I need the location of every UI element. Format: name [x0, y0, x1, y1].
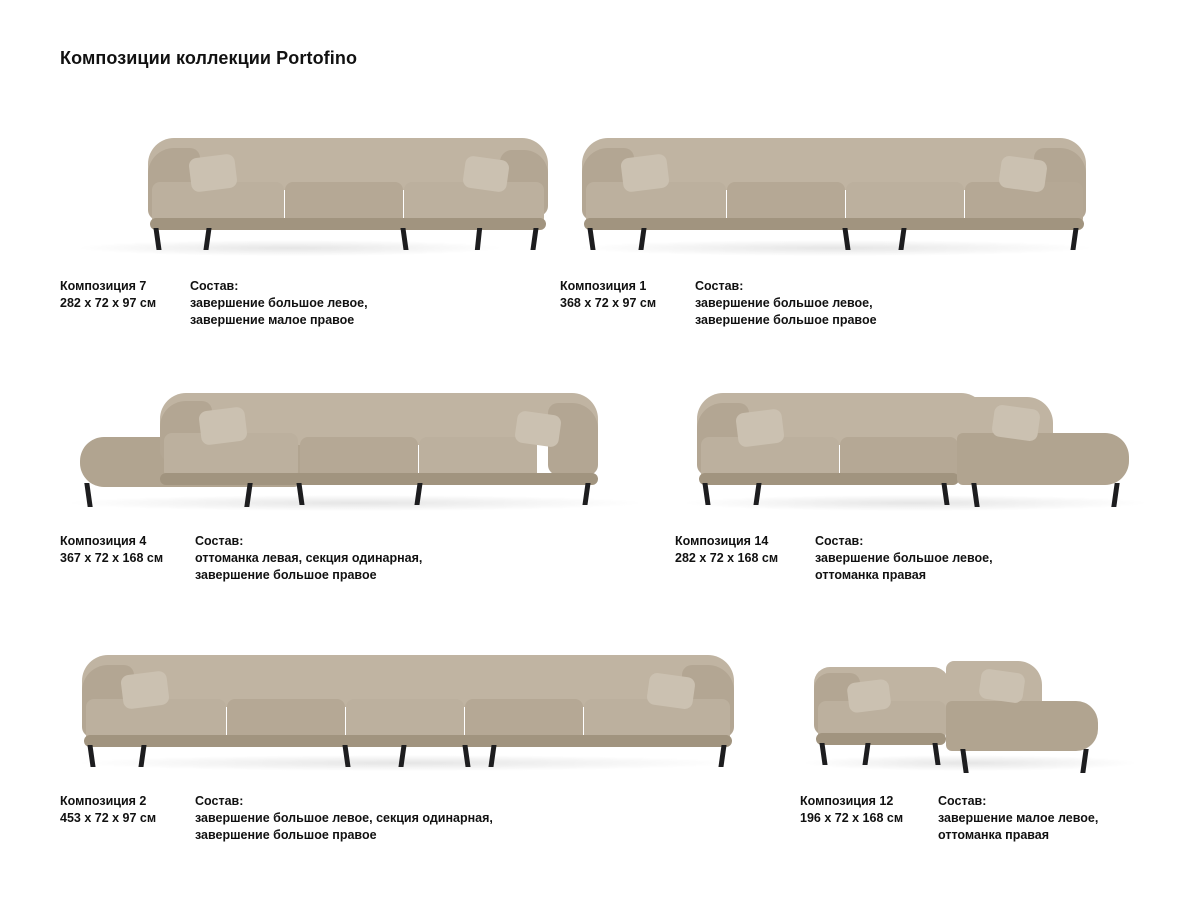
composition-dimensions-5: 196 x 72 x 168 см [800, 811, 904, 825]
composition-sostav-label-5: Состав: [938, 794, 987, 808]
composition-sostav-line-4-0: завершение большое левое, секция одинарная, [195, 811, 493, 825]
composition-sostav-label-3: Состав: [815, 534, 864, 548]
composition-sostav-label-2: Состав: [195, 534, 244, 548]
composition-sostav-line-3-1: оттоманка правая [815, 568, 927, 582]
page-title: Композиции коллекции Portofino [60, 48, 358, 68]
composition-caption-2 [60, 533, 620, 584]
composition-caption-0 [60, 278, 560, 329]
composition-name-0: Композиция 7 [60, 279, 147, 293]
composition-caption-4 [60, 793, 760, 844]
composition-illustration-5 [800, 645, 1140, 775]
composition-name-5: Композиция 12 [800, 794, 894, 808]
composition-sostav-label-0: Состав: [190, 279, 239, 293]
composition-item-3 [675, 375, 1145, 584]
composition-dimensions-1: 368 x 72 x 97 см [560, 296, 657, 310]
composition-illustration-3 [675, 375, 1145, 515]
composition-caption-3 [675, 533, 1145, 584]
composition-item-1 [560, 120, 1120, 329]
composition-sostav-line-5-0: завершение малое левое, [938, 811, 1099, 825]
composition-illustration-0 [60, 120, 560, 260]
composition-dimensions-3: 282 x 72 x 168 см [675, 551, 779, 565]
composition-illustration-4 [60, 645, 760, 775]
composition-item-0 [60, 120, 560, 329]
composition-sostav-line-0-1: завершение малое правое [190, 313, 355, 327]
composition-item-2 [60, 375, 620, 584]
composition-name-2: Композиция 4 [60, 534, 147, 548]
composition-item-5 [800, 645, 1140, 844]
composition-sostav-line-4-1: завершение большое правое [195, 828, 377, 842]
composition-caption-1 [560, 278, 1120, 329]
composition-name-3: Композиция 14 [675, 534, 769, 548]
composition-name-1: Композиция 1 [560, 279, 647, 293]
composition-illustration-1 [560, 120, 1120, 260]
composition-sostav-line-0-0: завершение большое левое, [190, 296, 368, 310]
composition-sostav-line-2-0: оттоманка левая, секция одинарная, [195, 551, 423, 565]
composition-illustration-2 [60, 375, 620, 515]
composition-sostav-line-1-0: завершение большое левое, [695, 296, 873, 310]
composition-name-4: Композиция 2 [60, 794, 147, 808]
composition-sostav-label-1: Состав: [695, 279, 744, 293]
composition-caption-5 [800, 793, 1140, 844]
composition-sostav-line-5-1: оттоманка правая [938, 828, 1050, 842]
composition-item-4 [60, 645, 760, 844]
composition-dimensions-2: 367 x 72 x 168 см [60, 551, 164, 565]
composition-dimensions-4: 453 x 72 x 97 см [60, 811, 157, 825]
composition-sostav-label-4: Состав: [195, 794, 244, 808]
composition-sostav-line-3-0: завершение большое левое, [815, 551, 993, 565]
composition-sostav-line-1-1: завершение большое правое [695, 313, 877, 327]
composition-sostav-line-2-1: завершение большое правое [195, 568, 377, 582]
composition-dimensions-0: 282 x 72 x 97 см [60, 296, 157, 310]
